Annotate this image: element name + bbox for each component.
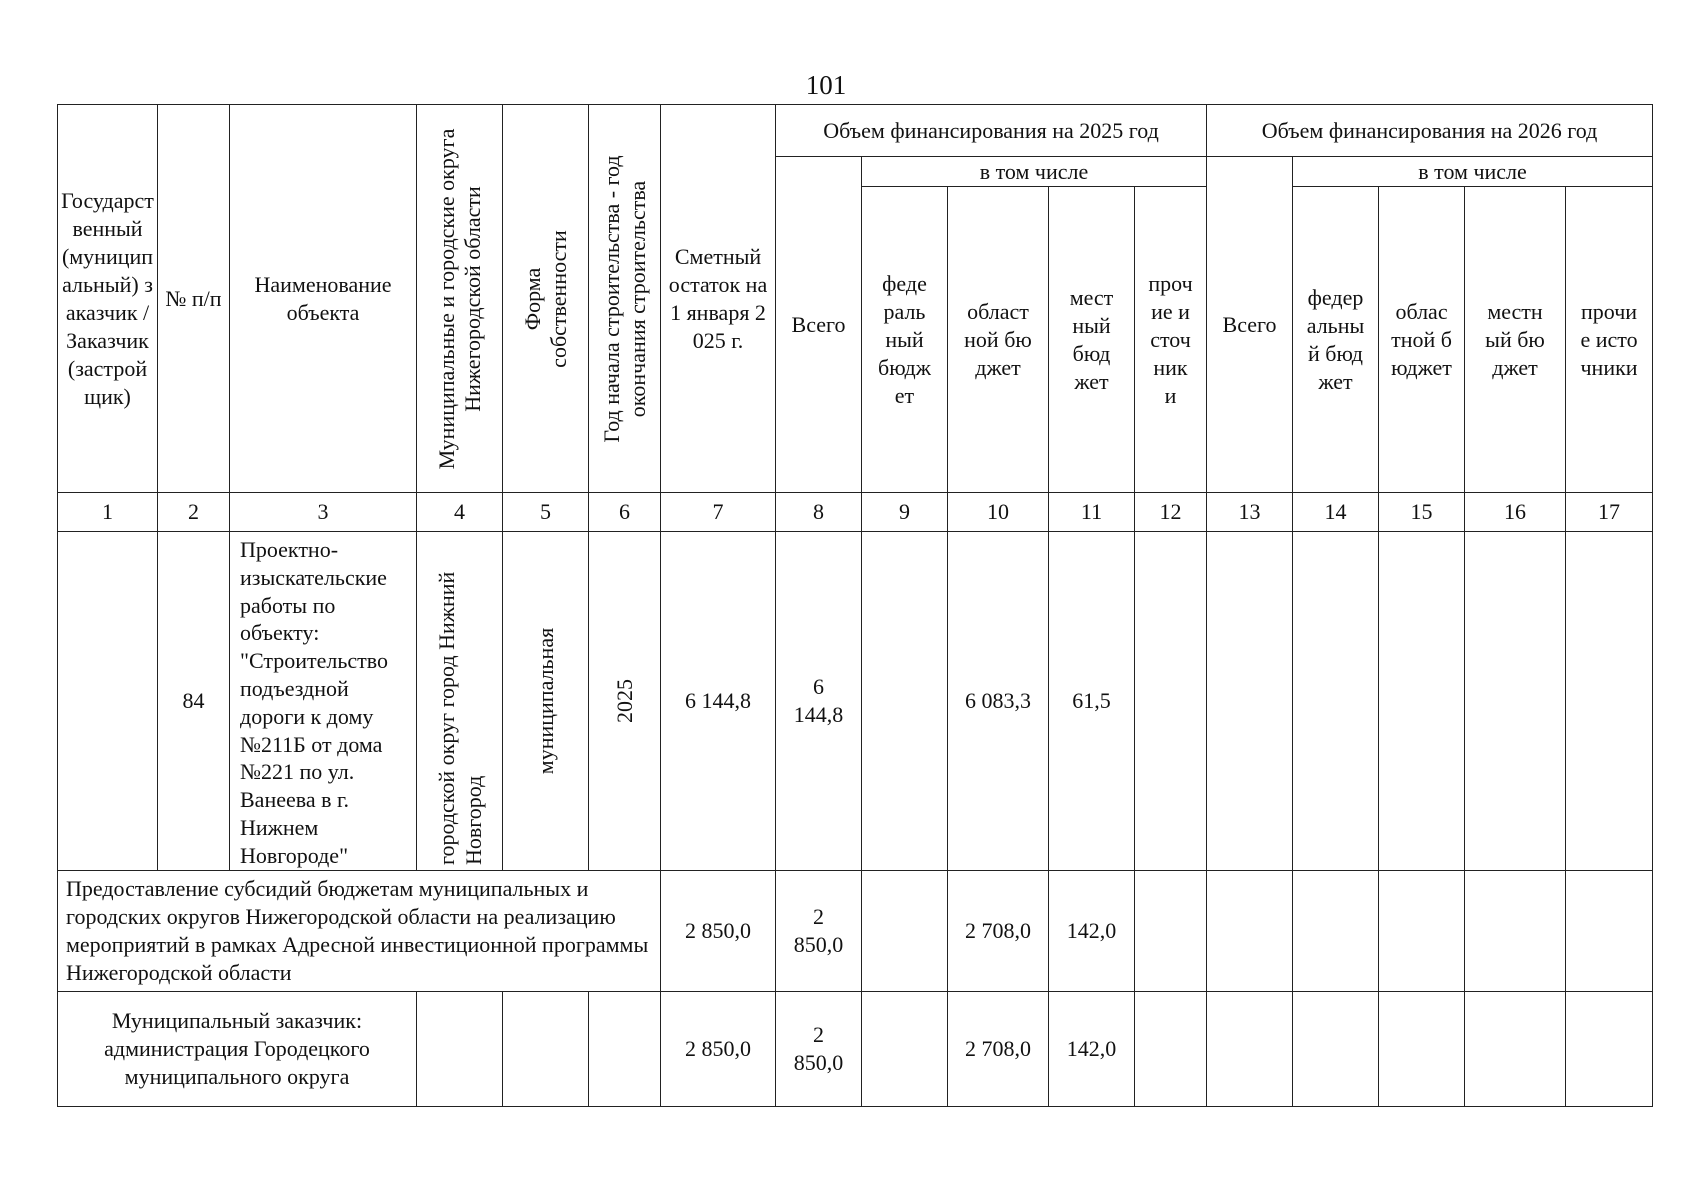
column-number: 14	[1293, 493, 1379, 532]
header-group-2025: Объем финансирования на 2025 год	[776, 105, 1207, 157]
subsidy-federal-2026	[1293, 870, 1379, 991]
customer-regional-2026	[1379, 991, 1465, 1106]
project-other-2026	[1566, 532, 1653, 871]
project-name: Проектно-изыскательские работы по объекту: "Строительство подъездной дороги к дому №211Б от дома №221 по ул. Ванеева в г. Нижнем Новгороде"	[230, 532, 417, 871]
customer-row	[58, 991, 1653, 1106]
header-name: Наименование объекта	[230, 105, 417, 493]
project-num: 84	[158, 532, 230, 871]
project-years	[589, 532, 661, 871]
subsidy-label: Предоставление субсидий бюджетам муниципальных и городских округов Нижегородской области на реализацию мероприятий в рамках Адресной инвестиционной программы Нижегородской области	[58, 870, 661, 991]
page-number: 101	[805, 70, 847, 100]
project-federal-2026	[1293, 532, 1379, 871]
subsidy-local-2026	[1465, 870, 1566, 991]
header-other-2026: прочие источники	[1566, 187, 1653, 493]
project-local-2026	[1465, 532, 1566, 871]
header-including-2026: в том числе	[1293, 157, 1653, 187]
customer-local-2026	[1465, 991, 1566, 1106]
project-municipality-text: городской округ город Нижний Новгород	[433, 571, 486, 865]
subsidy-balance: 2 850,0	[661, 870, 776, 991]
header-regional-2026: областной бюджет	[1379, 187, 1465, 493]
header-customer: Государственный (муниципальный) заказчик / Заказчик (застройщик)	[58, 105, 158, 493]
header-federal-2025: федеральный бюджет	[862, 187, 948, 493]
customer-years	[589, 991, 661, 1106]
customer-ownership	[503, 991, 589, 1106]
header-years-text: Год начала строительства - год окончания строительства	[598, 154, 650, 443]
subsidy-row	[58, 870, 1653, 991]
header-row-group	[58, 105, 1653, 157]
project-row	[58, 532, 1653, 871]
customer-balance: 2 850,0	[661, 991, 776, 1106]
column-number: 8	[776, 493, 862, 532]
column-number: 2	[158, 493, 230, 532]
project-municipality	[417, 532, 503, 871]
header-total-2026: Всего	[1207, 157, 1293, 493]
project-federal-2025	[862, 532, 948, 871]
project-balance: 6 144,8	[661, 532, 776, 871]
subsidy-other-2026	[1566, 870, 1653, 991]
column-number: 13	[1207, 493, 1293, 532]
column-number: 10	[948, 493, 1049, 532]
subsidy-total-2025: 2 850,0	[776, 870, 862, 991]
column-number: 3	[230, 493, 417, 532]
column-number: 1	[58, 493, 158, 532]
header-balance: Сметный остаток на 1 января 2025 г.	[661, 105, 776, 493]
customer-label: Муниципальный заказчик: администрация Городецкого муниципального округа	[58, 991, 417, 1106]
column-number: 4	[417, 493, 503, 532]
customer-total-2026	[1207, 991, 1293, 1106]
column-number: 5	[503, 493, 589, 532]
project-other-2025	[1135, 532, 1207, 871]
subsidy-local-2025: 142,0	[1049, 870, 1135, 991]
header-group-2026: Объем финансирования на 2026 год	[1207, 105, 1653, 157]
customer-total-2025: 2 850,0	[776, 991, 862, 1106]
header-ownership-text: Форма собственности	[519, 229, 571, 368]
customer-other-2025	[1135, 991, 1207, 1106]
header-ownership	[503, 105, 589, 493]
column-number: 6	[589, 493, 661, 532]
project-local-2025: 61,5	[1049, 532, 1135, 871]
project-regional-2025: 6 083,3	[948, 532, 1049, 871]
project-ownership	[503, 532, 589, 871]
subsidy-federal-2025	[862, 870, 948, 991]
header-local-2026: местный бюджет	[1465, 187, 1566, 493]
subsidy-total-2026	[1207, 870, 1293, 991]
customer-federal-2026	[1293, 991, 1379, 1106]
header-municipality	[417, 105, 503, 493]
header-other-2025: прочие источники	[1135, 187, 1207, 493]
subsidy-regional-2026	[1379, 870, 1465, 991]
header-including-2025: в том числе	[862, 157, 1207, 187]
customer-local-2025: 142,0	[1049, 991, 1135, 1106]
column-number: 9	[862, 493, 948, 532]
project-years-text: 2025	[611, 678, 637, 723]
column-number: 16	[1465, 493, 1566, 532]
header-regional-2025: областной бюджет	[948, 187, 1049, 493]
header-years	[589, 105, 661, 493]
project-customer-cell	[58, 532, 158, 871]
header-local-2025: местный бюджет	[1049, 187, 1135, 493]
header-total-2025: Всего	[776, 157, 862, 493]
column-number: 11	[1049, 493, 1135, 532]
column-number: 7	[661, 493, 776, 532]
project-total-2026	[1207, 532, 1293, 871]
customer-municipality	[417, 991, 503, 1106]
header-municipality-text: Муниципальные и городские округа Нижегородской области	[433, 128, 485, 469]
column-number: 17	[1566, 493, 1653, 532]
project-total-2025: 6 144,8	[776, 532, 862, 871]
project-regional-2026	[1379, 532, 1465, 871]
investment-table	[57, 104, 1653, 1107]
header-federal-2026: федеральный бюджет	[1293, 187, 1379, 493]
column-number-row	[58, 493, 1653, 532]
project-ownership-text: муниципальная	[532, 627, 558, 774]
customer-federal-2025	[862, 991, 948, 1106]
header-num: № п/п	[158, 105, 230, 493]
customer-other-2026	[1566, 991, 1653, 1106]
subsidy-other-2025	[1135, 870, 1207, 991]
customer-regional-2025: 2 708,0	[948, 991, 1049, 1106]
column-number: 12	[1135, 493, 1207, 532]
column-number: 15	[1379, 493, 1465, 532]
subsidy-regional-2025: 2 708,0	[948, 870, 1049, 991]
